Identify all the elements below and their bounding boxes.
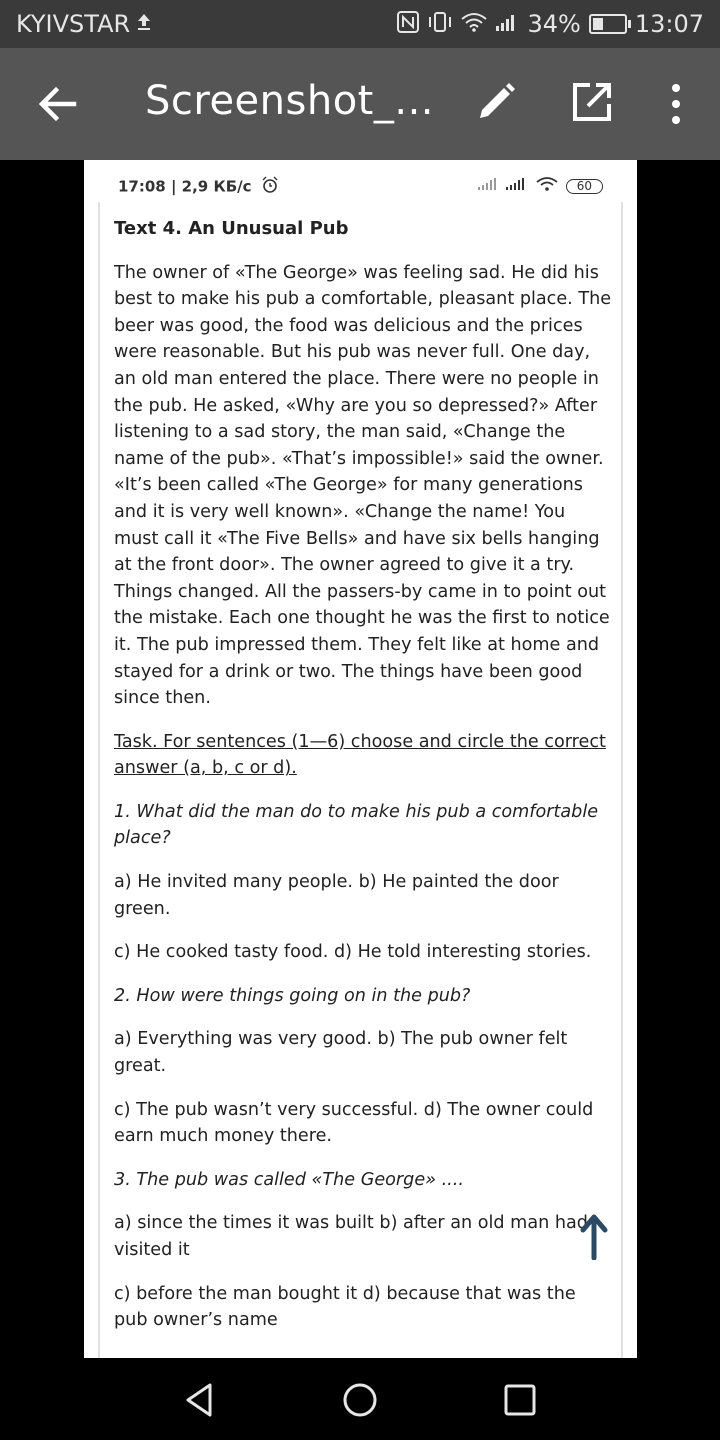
arrow-left-icon[interactable] bbox=[34, 80, 82, 128]
navigation-bar bbox=[0, 1358, 720, 1440]
inner-time-speed: 17:08 | 2,9 КБ/с bbox=[118, 177, 252, 196]
status-bar bbox=[0, 0, 720, 48]
document-title: Text 4. An Unusual Pub bbox=[114, 218, 349, 239]
inner-battery: 60 bbox=[566, 179, 603, 194]
open-external-icon[interactable] bbox=[570, 80, 614, 124]
wifi-icon bbox=[461, 12, 487, 37]
task-instruction: Task. For sentences (1—6) choose and circle the correct answer (a, b, c or d). bbox=[114, 731, 606, 779]
vibrate-icon bbox=[427, 11, 453, 38]
inner-status-bar bbox=[118, 176, 603, 196]
pencil-icon[interactable] bbox=[474, 80, 518, 124]
clock: 13:07 bbox=[634, 10, 704, 38]
alarm-icon bbox=[261, 176, 279, 198]
back-triangle-icon[interactable] bbox=[180, 1380, 220, 1420]
signal-icon bbox=[495, 12, 519, 37]
inner-signal-icon bbox=[478, 177, 528, 195]
more-vertical-icon[interactable] bbox=[660, 80, 692, 128]
arrow-up-icon[interactable] bbox=[578, 1214, 610, 1260]
question-1-options-cd: c) He cooked tasty food. d) He told interesting stories. bbox=[114, 942, 592, 963]
inner-wifi-icon bbox=[536, 176, 558, 196]
question-2-options-cd: c) The pub wasn’t very successful. d) The owner could earn much money there. bbox=[114, 1099, 594, 1147]
app-title: Screenshot_... bbox=[145, 78, 435, 124]
question-2-options-ab: a) Everything was very good. b) The pub owner felt great. bbox=[114, 1029, 568, 1077]
question-3-options-ab: a) since the times it was built b) after an old man had visited it bbox=[114, 1213, 588, 1260]
question-3: 3. The pub was called «The George» .... bbox=[114, 1169, 464, 1190]
question-3-options-cd: c) before the man bought it d) because that was the pub owner’s name bbox=[114, 1283, 576, 1331]
nfc-icon bbox=[397, 11, 419, 38]
carrier-name: KYIVSTAR bbox=[16, 10, 131, 38]
battery-percent: 34% bbox=[527, 10, 581, 38]
screenshot-image bbox=[84, 160, 637, 1358]
battery-icon bbox=[589, 14, 627, 34]
recents-square-icon[interactable] bbox=[500, 1380, 540, 1420]
upload-icon bbox=[136, 12, 152, 37]
document-body: The owner of «The George» was feeling sad. He did his best to make his pub a comfortable, pleasant place. The beer was good, the food was delicious and the prices were reasonable. But his pub was never full. One day, an old man entered the place. There were no people in the pub. He asked, «Why are you so depressed?» After listening to a sad story, the man said, «Change the name of the pub». «That’s impossible!» said the owner. «It’s been called «The George» for many generations and it is very well known». «Change the name! You must call it «The Five Bells» and have six bells hanging at the front door». The owner agreed to give it a try. Things changed. All the passers-by came in to point out the mistake. Each one thought he was the first to notice it. The pub impressed them. They felt like at home and stayed for a drink or two. The things have been good since then. bbox=[114, 262, 612, 709]
question-1: 1. What did the man do to make his pub a comfortable place? bbox=[114, 801, 599, 849]
app-bar bbox=[0, 48, 720, 160]
document-content bbox=[114, 216, 614, 1351]
question-1-options-ab: a) He invited many people. b) He painted the door green. bbox=[114, 872, 559, 919]
home-circle-icon[interactable] bbox=[340, 1380, 380, 1420]
image-viewer[interactable] bbox=[0, 160, 720, 1358]
question-2: 2. How were things going on in the pub? bbox=[114, 985, 471, 1006]
